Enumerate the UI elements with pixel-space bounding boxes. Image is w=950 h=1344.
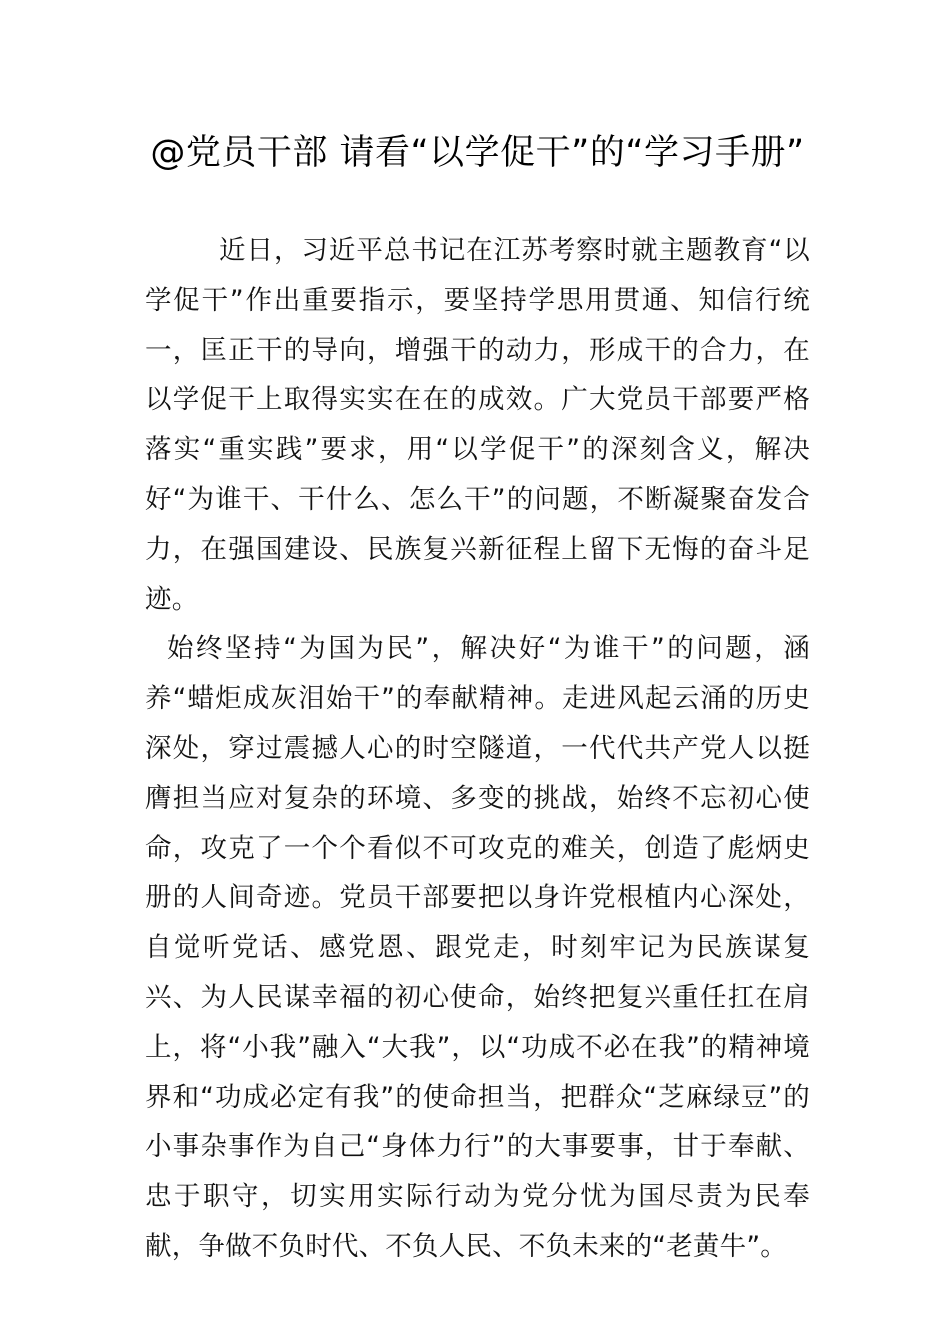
body-paragraph-1: 近日，习近平总书记在江苏考察时就主题教育“以学促干”作出重要指示，要坚持学思用贯通、知信行统一，匡正干的导向，增强干的动力，形成干的合力，在以学促干上取得实实在在的成效。广大党员干部要严格落实“重实践”要求，用“以学促干”的深刻含义，解决好“为谁干、干什么、怎么干”的问题，不断凝聚奋发合力，在强国建设、民族复兴新征程上留下无悔的奋斗足迹。 [145,235,810,615]
document-body [145,226,810,1272]
document-title: @党员干部 请看“以学促干”的“学习手册” [150,133,805,173]
body-paragraph-2: 始终坚持“为国为民”，解决好“为谁干”的问题，涵养“蜡炬成灰泪始干”的奉献精神。走进风起云涌的历史深处，穿过震撼人心的时空隧道，一代代共产党人以挺膺担当应对复杂的环境、多变的挑战，始终不忘初心使命，攻克了一个个看似不可攻克的难关，创造了彪炳史册的人间奇迹。党员干部要把以身许党根植内心深处，自觉听党话、感党恩、跟党走，时刻牢记为民族谋复兴、为人民谋幸福的初心使命，始终把复兴重任扛在肩上，将“小我”融入“大我”，以“功成不必在我”的精神境界和“功成必定有我”的使命担当，把群众“芝麻绿豆”的小事杂事作为自己“身体力行”的大事要事，甘于奉献、忠于职守，切实用实际行动为党分忧为国尽责为民奉献，争做不负时代、不负人民、不负未来的“老黄牛”。 [145,633,810,1262]
